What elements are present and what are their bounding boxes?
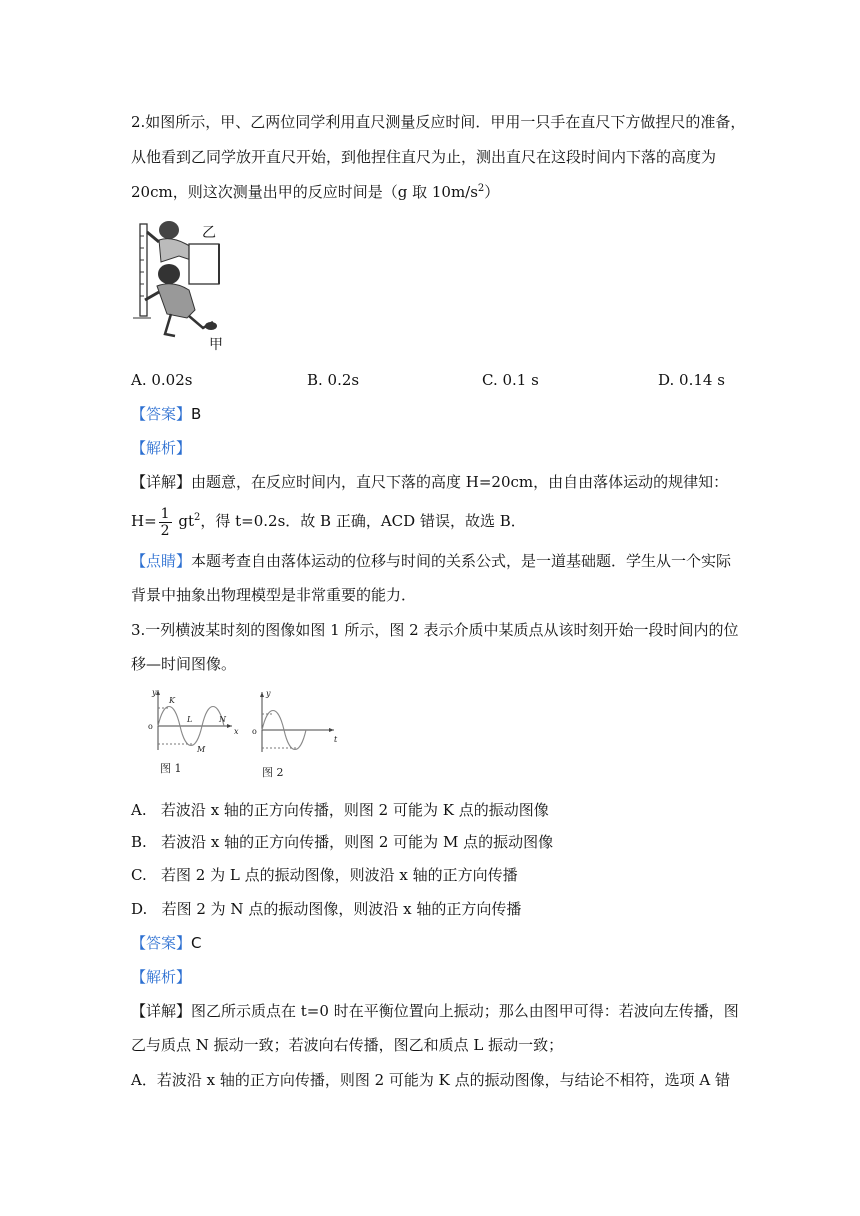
label-student-jia: 甲 xyxy=(209,337,223,353)
q3-figure-2 xyxy=(248,686,338,782)
q3-detail-text1: 图乙所示质点在 t=0 时在平衡位置向上振动；那么由图甲可得：若波向左传播，图 xyxy=(191,1002,739,1020)
fig2-origin: o xyxy=(252,727,257,736)
q3-option-b xyxy=(131,832,553,852)
q2-comment-line2: 背景中抽象出物理模型是非常重要的能力． xyxy=(131,586,417,604)
fig2-axis-t: t xyxy=(334,735,338,744)
q2-answer-line xyxy=(131,404,201,424)
q2-fraction-denominator: 2 xyxy=(160,522,170,539)
q3-option-c-text: 若图 2 为 L 点的振动图像，则波沿 x 轴的正方向传播 xyxy=(161,866,518,884)
q3-stem-line1: 3.一列横波某时刻的图像如图 1 所示，图 2 表示介质中某质点从该时刻开始一段时间内的位 xyxy=(131,621,739,639)
q2-formula-gt: gt xyxy=(173,512,194,530)
fig2-caption: 图 2 xyxy=(262,766,284,779)
reaction-time-figure xyxy=(131,218,231,354)
q2-formula-h: H= xyxy=(131,512,157,530)
q3-option-c-letter: C. xyxy=(131,866,147,884)
q2-stem-line2: 从他看到乙同学放开直尺开始，到他捏住直尺为止，测出直尺在这段时间内下落的高度为 xyxy=(131,148,717,166)
q2-answer-value: B xyxy=(191,405,202,423)
q3-option-d-letter: D. xyxy=(131,900,148,918)
q2-option-d: D. 0.14 s xyxy=(658,371,725,389)
q3-detail-line3: A．若波沿 x 轴的正方向传播，则图 2 可能为 K 点的振动图像，与结论不相符，选项 A 错 xyxy=(131,1071,731,1089)
q2-detail-tag: 【详解】 xyxy=(131,473,192,491)
fig2-axis-y: y xyxy=(266,689,271,698)
q2-fraction-numerator: 1 xyxy=(160,505,170,522)
q3-option-c xyxy=(131,865,518,885)
fig1-point-m: M xyxy=(197,745,206,754)
q3-option-b-letter: B. xyxy=(131,833,147,851)
q3-figure-1 xyxy=(140,686,240,782)
q2-comment-line1 xyxy=(131,551,731,571)
q3-answer-line xyxy=(131,933,202,953)
label-student-yi: 乙 xyxy=(202,225,216,241)
fig1-origin: o xyxy=(148,722,153,731)
q2-answer-tag: 【答案】 xyxy=(131,405,192,423)
q3-stem-line2: 移—时间图像。 xyxy=(131,655,237,673)
q2-stem-superscript: 2 xyxy=(477,183,485,194)
q3-option-b-text: 若波沿 x 轴的正方向传播，则图 2 可能为 M 点的振动图像 xyxy=(161,833,554,851)
q3-analysis-line xyxy=(131,967,191,987)
q3-option-a xyxy=(131,800,549,820)
q2-detail-text1: 由题意，在反应时间内，直尺下落的高度 H=20cm，由自由落体运动的规律知： xyxy=(191,473,729,491)
q2-formula-superscript: 2 xyxy=(193,512,201,523)
q2-stem-line3-close: ） xyxy=(484,183,500,201)
q2-stem-line3 xyxy=(131,182,499,202)
q2-fraction xyxy=(159,506,172,539)
q3-answer-value: C xyxy=(191,934,202,952)
q2-comment-tag: 【点睛】 xyxy=(131,552,192,570)
wave-graph-1 xyxy=(140,686,240,782)
fig1-point-n: N xyxy=(219,715,226,724)
fig1-point-k: K xyxy=(169,696,175,705)
fig1-axis-y: y xyxy=(152,688,157,697)
q3-detail-tag: 【详解】 xyxy=(131,1002,192,1020)
q2-stem-line3-text: 20cm，则这次测量出甲的反应时间是（g 取 10m/s xyxy=(131,183,478,201)
q3-option-d xyxy=(131,899,521,919)
q3-detail-line2: 乙与质点 N 振动一致；若波向右传播，图乙和质点 L 振动一致； xyxy=(131,1036,564,1054)
fig1-axis-x: x xyxy=(234,727,239,736)
q2-option-a: A. 0.02s xyxy=(131,371,193,389)
q2-detail-line2 xyxy=(131,502,526,540)
vibration-graph-2 xyxy=(248,686,338,782)
q3-option-a-text: 若波沿 x 轴的正方向传播，则图 2 可能为 K 点的振动图像 xyxy=(160,801,549,819)
fig1-point-l: L xyxy=(187,715,193,724)
q2-option-c: C. 0.1 s xyxy=(482,371,539,389)
q2-analysis-tag: 【解析】 xyxy=(131,439,192,457)
q3-analysis-tag: 【解析】 xyxy=(131,968,192,986)
q3-detail-line1 xyxy=(131,1001,739,1021)
q3-option-d-text: 若图 2 为 N 点的振动图像，则波沿 x 轴的正方向传播 xyxy=(161,900,522,918)
q2-comment-text1: 本题考查自由落体运动的位移与时间的关系公式，是一道基础题．学生从一个实际 xyxy=(191,552,732,570)
q3-option-a-letter: A. xyxy=(131,801,147,819)
fig1-caption: 图 1 xyxy=(160,762,182,775)
q2-stem-line1: 2.如图所示，甲、乙两位同学利用直尺测量反应时间．甲用一只手在直尺下方做捏尺的准备， xyxy=(131,113,746,131)
q2-analysis-line xyxy=(131,438,191,458)
q2-formula-result: ，得 t=0.2s．故 B 正确，ACD 错误，故选 B． xyxy=(200,512,526,530)
q3-answer-tag: 【答案】 xyxy=(131,934,192,952)
q2-option-b: B. 0.2s xyxy=(307,371,360,389)
q2-detail-line1 xyxy=(131,472,728,492)
